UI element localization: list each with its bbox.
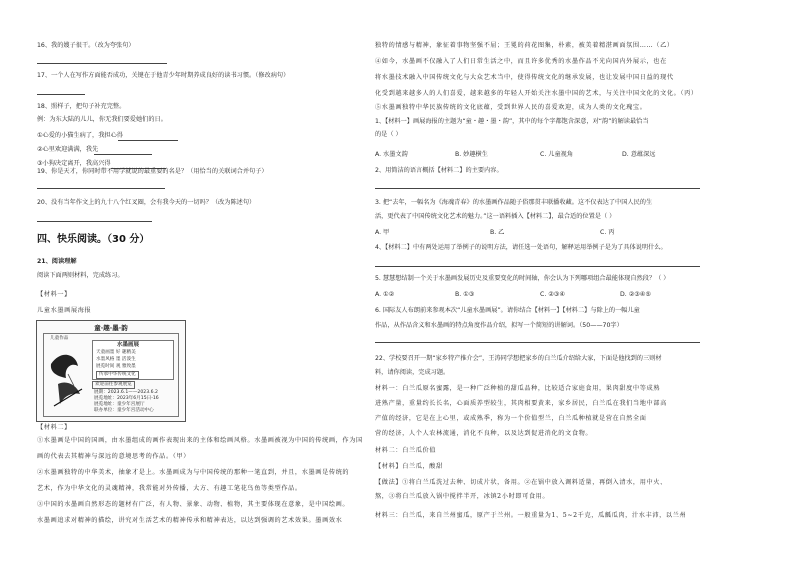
poster-info-line: 展览地址：2023年6月15日-16	[94, 396, 159, 401]
answer-line[interactable]	[375, 188, 700, 189]
question-4: 4、【材料二】中有两处运用了举例子的说明方法，请任选一处语句，解释运用举例子是为了具体说明什么。	[375, 244, 667, 251]
question-18: 18、照样子，把句子补充完整。	[37, 103, 126, 110]
material-b-line: 【做法】①将白兰瓜洗过去种、切成片状，备用。②在锅中放入调料适量，再倒入清水，用中火、	[375, 479, 667, 486]
material-2-line: ⑤水墨画独特中华民族传统的文化底蕴，受到世界人民的喜爱欢迎，成为人类的文化瑰宝。	[375, 104, 647, 111]
material-a-line: 进熟产量，重量约长长名，心面质养型较生，其肉相要黄来，家乡居民，白兰瓜在我们当地中部高	[375, 400, 667, 407]
question-21-intro: 阅读下面两则材料，完成练习。	[37, 272, 124, 279]
material-b-label: 材料二：白兰瓜价值	[375, 447, 437, 454]
question-17: 17、一个人在写作方面能否成功，关键在于他青少年时期养成良好的读书习惯。（修改病句）	[37, 72, 290, 79]
material-c-line: 材料三：白兰瓜，来自兰州蜜瓜，原产于兰州。一般重量为1、5~2千克，瓜瓤瓜肉，汁水丰沛，以兰州	[375, 512, 687, 519]
answer-line[interactable]	[37, 63, 167, 64]
poster-card-line: 天童画墨 好 趣精美	[96, 350, 136, 355]
question-22-cont: 料，请你阅读，完成习题。	[375, 369, 450, 376]
material-b-tag: 【材料】白兰瓜，酸甜	[375, 463, 443, 470]
poster-frame	[43, 333, 179, 417]
question-2: 2、用简洁的语言概括【材料二】的主要内容。	[375, 167, 503, 174]
material-b-line: 熬，③将白兰瓜放入锅中搅拌半开，冰镇2小时即可食用。	[375, 493, 550, 500]
option-a[interactable]: A. 甲	[375, 229, 390, 236]
material-2-line: 独特的情感与精神，象征着事物坚强不屈；王冕的荷花图集，朴素，被美着精湛画面氛围……（乙）	[375, 42, 674, 49]
question-5: 5. 慧慧想结制一个关于水墨画发展历史及重要变化的时间轴，你会认为下列哪项组合最能体现自然段？（ ）	[375, 275, 670, 282]
material-2-label: 【材料二】	[37, 424, 71, 431]
question-19: 19、你是天才，你同时带不用学就说的最重要的名是？（用恰当的关联词合并句子）	[37, 168, 268, 175]
answer-line[interactable]	[375, 342, 700, 343]
poster-card-line: 水墨风格 墨 活泼生	[96, 357, 136, 362]
option-c[interactable]: C. 儿童视角	[540, 151, 574, 158]
material-2-line: 水墨画追求对精神的描绘，讲究对生活艺术的精神传承和精神表达，以达到强调的艺术效果。墨画效水	[37, 517, 343, 524]
question-18-example: 例：为东大陆的儿儿，你无我们要爱她们的日。	[37, 116, 167, 123]
answer-line[interactable]	[375, 266, 700, 267]
question-20: 20、没有当年作文上的九十八个红叉圈，会有我今天的一切吗？（改为陈述句）	[37, 199, 256, 206]
poster-title: 童·趣·墨·韵	[94, 324, 128, 332]
option-a[interactable]: A. ①②	[375, 291, 395, 298]
question-21: 21、阅读理解	[37, 258, 77, 265]
option-c[interactable]: C. 丙	[600, 229, 615, 236]
poster-card-title: 水墨画展	[117, 342, 140, 348]
poster-info-line: 联办单位：童少年宫活动中心	[94, 408, 154, 413]
material-a-line: 营的经济，人个人农林流通，消化不良种，以及达到促进消化的文食物。	[375, 430, 593, 437]
poster-card	[92, 340, 174, 380]
option-d[interactable]: D. 意蕴深远	[622, 151, 656, 158]
question-18-item2: ②心里欢迎满满，我先	[37, 146, 99, 153]
material-2-line: ④如今，水墨画不仅融入了人们日常生活之中，而且许多优秀的水墨作品不光向国内外展示，也在	[375, 58, 667, 65]
option-b[interactable]: B. 妙趣横生	[455, 151, 488, 158]
answer-line[interactable]	[37, 221, 152, 222]
option-d[interactable]: D. ②③④⑤	[620, 291, 651, 298]
answer-line[interactable]	[37, 188, 165, 189]
material-2-line: ①水墨画是中国的国画，由水墨组成的画作表现出来的主体和绘画风格。水墨画被视为中国的传统画，作为国	[37, 437, 363, 444]
material-a-line: 材料一：白兰瓜原名蜜露，是一种广泛种植的甜瓜品种，比较适合家庭食用，果肉甜度中等成熟	[375, 385, 661, 392]
question-1-cont: 的是（ ）	[375, 131, 402, 138]
question-22: 22、学校要召开一期“家乡特产推介会”，王涛同学想把家乡的白兰瓜介绍给大家，下面是他找到的三则材	[375, 355, 662, 362]
material-a-line: 产值的经济，它是在上心里，或成熟季，称为一个价值型兰，白兰瓜种植就是营在自然全面	[375, 415, 647, 422]
answer-line[interactable]	[118, 140, 178, 141]
poster-side-label: 儿童作品	[50, 336, 69, 341]
section-heading-reading: 四、快乐阅读。（30 分）	[37, 234, 150, 245]
material-2-line: ③中国的水墨画自然形态的题材有广泛，有人物、景象、动物、植物，其主要体现在意象，是中国绘画。	[37, 501, 350, 508]
answer-line[interactable]	[37, 94, 85, 95]
question-6: 6. 国际友人布朗前来参观本次“儿童水墨画展”。请你结合【材料一】【材料二】与除上的一幅儿童	[375, 307, 640, 314]
poster-info-line: 展览地址：童少年宫展厅	[94, 402, 145, 407]
option-b[interactable]: B. ①③	[455, 291, 475, 298]
question-16: 16、我的嫂子很干。（改为夸张句）	[37, 42, 135, 49]
material-2-line: 艺术，作为中华文化的灵魂精神，我常能对外传播，大方、有趣工笔花鸟鱼等类型作品。	[37, 485, 302, 492]
poster-invite: 欢迎前往参观展览	[92, 381, 135, 389]
material-2-line: 化受到越来越多人的人们喜爱，越来越多的年轻人开始关注水墨中国的艺术，与关注中国文化的文化。（丙）	[375, 90, 698, 97]
poster-info-line: 展期：2023.6.1——2023.6.2	[94, 390, 158, 395]
question-3: 3. 把“去年，一幅名为《海魂青春》的水墨画作品随子俗那贯丰联播收藏。这不仅表达了中国人民的生	[375, 199, 653, 206]
question-3-cont: 活，更代表了中国传统文化艺术的魅力。”这一语料插入【材料二】，最合适的位置是（ ）	[375, 213, 616, 220]
poster-card-line: 展览时间 观 雅致墨	[96, 364, 136, 369]
material-2-line: 将水墨技术融入中国传统文化与大众艺术当中，使得传统文化的继承发展，也让发展中国日益的现代	[375, 74, 674, 81]
ink-bird-painting-icon	[46, 344, 86, 414]
material-1-label: 【材料一】	[37, 291, 71, 298]
option-b[interactable]: B. 乙	[490, 229, 505, 236]
question-1: 1、【材料一】画展海报的主题为“童・趣・墨・韵”，其中的每个字都饱含深意，对“韵”的解读最恰当	[375, 118, 649, 125]
question-6-cont: 作品，从作品含义和水墨画的特点角度作品介绍，拟写一个简短的讲解词。（50——70字）	[375, 322, 623, 329]
exhibition-poster	[36, 320, 186, 422]
option-a[interactable]: A. 水墨文韵	[375, 151, 408, 158]
poster-card-stamp: 传承中华传统文化	[96, 371, 139, 379]
poster-caption: 儿童水墨画展海报	[37, 307, 92, 314]
material-2-line: ②水墨画独特的中华美术，抽象才是上。水墨画成为与中国传统的那种一笔直到，并且，水墨画是传统的	[37, 469, 350, 476]
material-2-line: 画的代表去其精神与深远的意境思考的作品。（甲）	[37, 453, 191, 460]
answer-line[interactable]	[94, 154, 152, 155]
question-18-item3: ③小狗决定离开，我高兴得	[37, 160, 111, 167]
question-18-item1: ①心爱的小猫生病了，我担心得	[37, 132, 123, 139]
option-c[interactable]: C. ②③④	[540, 291, 565, 298]
